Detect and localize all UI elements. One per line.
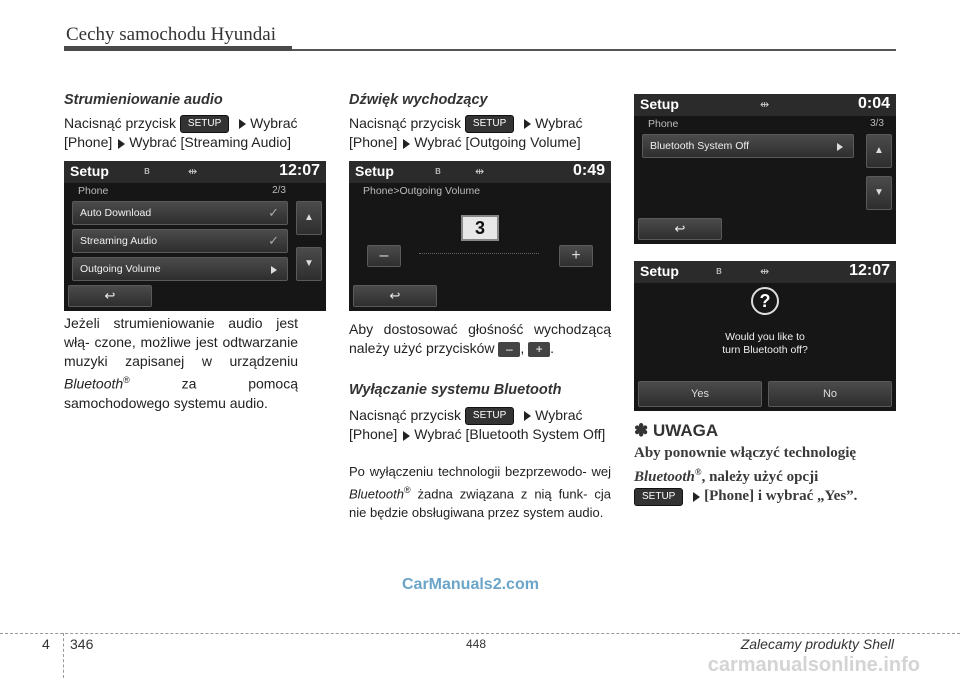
bluetooth-icon: ʙ bbox=[435, 165, 441, 177]
arrow-right-icon bbox=[524, 411, 531, 421]
screen-status-bar bbox=[634, 94, 896, 116]
desc-text: , bbox=[520, 340, 525, 356]
instruction-streaming bbox=[64, 114, 298, 152]
menu-item-label: Bluetooth System Off bbox=[650, 140, 750, 152]
usb-icon: ⇹ bbox=[760, 99, 770, 111]
volume-value-display: 3 bbox=[461, 215, 499, 241]
watermark-carmanuals: CarManuals2.com bbox=[402, 576, 539, 593]
arrow-right-icon bbox=[693, 492, 700, 502]
footer-divider bbox=[63, 633, 64, 678]
screen-outgoing-volume bbox=[349, 161, 611, 311]
bt-off-description bbox=[349, 462, 611, 522]
menu-item-label: Auto Download bbox=[80, 207, 152, 219]
volume-plus-button[interactable]: + bbox=[559, 245, 593, 267]
registered-mark: ® bbox=[694, 467, 702, 477]
streaming-description bbox=[64, 314, 298, 413]
instruction-bt-off bbox=[349, 406, 611, 444]
screen-status-bar bbox=[64, 161, 326, 183]
screen-title: Setup bbox=[355, 163, 394, 179]
screen-title: Setup bbox=[70, 163, 109, 179]
section-heading-streaming: Strumieniowanie audio bbox=[64, 92, 223, 108]
header-rule-thick bbox=[64, 46, 292, 51]
menu-item-label: Outgoing Volume bbox=[80, 263, 161, 275]
arrow-right-icon bbox=[524, 119, 531, 129]
scroll-down-button[interactable]: ▼ bbox=[296, 247, 322, 281]
screen-clock: 12:07 bbox=[279, 162, 320, 179]
note-text: , należy użyć opcji bbox=[701, 469, 819, 485]
note-text: Aby ponownie włączyć technologię bbox=[634, 445, 857, 461]
back-button[interactable]: ↩ bbox=[638, 218, 722, 240]
instr-text: Wybrać [Outgoing Volume] bbox=[414, 134, 581, 151]
dialog-yes-button[interactable]: Yes bbox=[638, 381, 762, 407]
instr-text: Wybrać bbox=[250, 115, 298, 131]
setup-button-icon: SETUP bbox=[634, 488, 683, 506]
screen-phone-settings bbox=[64, 161, 326, 311]
screen-status-bar bbox=[349, 161, 611, 183]
setup-button-icon: SETUP bbox=[465, 407, 514, 425]
page-header-title: Cechy samochodu Hyundai bbox=[66, 24, 277, 45]
footer-rule bbox=[0, 633, 960, 634]
screen-subtitle: Phone bbox=[648, 118, 679, 130]
screen-page-indicator: 3/3 bbox=[870, 118, 884, 129]
volume-minus-button[interactable]: – bbox=[367, 245, 401, 267]
usb-icon: ⇹ bbox=[760, 266, 770, 278]
screen-title: Setup bbox=[640, 263, 679, 279]
usb-icon: ⇹ bbox=[188, 166, 198, 178]
instruction-outgoing bbox=[349, 114, 611, 152]
dialog-message-line: Would you like to bbox=[725, 331, 805, 343]
volume-scale bbox=[419, 253, 539, 261]
footer-page: 346 bbox=[70, 636, 94, 652]
bluetooth-icon: ʙ bbox=[716, 265, 722, 277]
scroll-up-button[interactable]: ▲ bbox=[866, 134, 892, 168]
registered-mark: ® bbox=[123, 375, 130, 385]
check-icon: ✓ bbox=[268, 205, 279, 220]
note-body bbox=[634, 444, 896, 506]
screen-status-bar bbox=[634, 261, 896, 283]
plus-icon: + bbox=[528, 342, 550, 357]
instr-text: [Phone] bbox=[349, 134, 398, 151]
dialog-no-button[interactable]: No bbox=[768, 381, 892, 407]
setup-button-icon: SETUP bbox=[180, 115, 229, 133]
question-icon: ? bbox=[751, 287, 779, 315]
header-rule-thin bbox=[292, 49, 896, 51]
desc-text: Aby dostosować głośność wychodzącą należy użyć przycisków bbox=[349, 321, 611, 356]
instr-text: Wybrać bbox=[535, 407, 583, 423]
screen-title: Setup bbox=[640, 96, 679, 112]
menu-item-auto-download[interactable] bbox=[72, 201, 288, 225]
section-heading-bt-off: Wyłączanie systemu Bluetooth bbox=[349, 382, 562, 398]
registered-mark: ® bbox=[403, 485, 411, 495]
back-button[interactable]: ↩ bbox=[353, 285, 437, 307]
instr-text: Nacisnąć przycisk bbox=[349, 115, 462, 131]
bluetooth-term: Bluetooth bbox=[634, 469, 695, 485]
scroll-up-button[interactable]: ▲ bbox=[296, 201, 322, 235]
desc-text: Jeżeli strumieniowanie audio jest włą- czone, możliwe jest odtwarzanie muzyki zapisanej w urządzeniu bbox=[64, 315, 298, 369]
footer-slogan: Zalecamy produkty Shell bbox=[740, 636, 894, 652]
bluetooth-term: Bluetooth bbox=[64, 375, 124, 392]
screen-clock: 0:04 bbox=[857, 95, 890, 112]
dialog-message-line: turn Bluetooth off? bbox=[722, 344, 808, 356]
arrow-right-icon bbox=[118, 139, 125, 149]
usb-icon: ⇹ bbox=[475, 166, 485, 178]
setup-button-icon: SETUP bbox=[465, 115, 514, 133]
arrow-right-icon bbox=[403, 139, 410, 149]
section-heading-outgoing: Dźwięk wychodzący bbox=[349, 92, 488, 108]
dialog-message bbox=[634, 331, 896, 357]
menu-item-outgoing-volume[interactable] bbox=[72, 257, 288, 281]
desc-text: Po wyłączeniu technologii bezprzewodo- wej bbox=[349, 464, 611, 479]
bluetooth-icon: ʙ bbox=[144, 165, 150, 177]
desc-text: za pomocą samochodowego systemu audio. bbox=[64, 375, 298, 411]
screen-bt-confirm-dialog bbox=[634, 261, 896, 411]
play-arrow-icon bbox=[837, 143, 843, 151]
screen-subtitle: Phone>Outgoing Volume bbox=[363, 185, 481, 197]
screen-clock: 0:49 bbox=[572, 162, 605, 179]
minus-icon: – bbox=[498, 342, 520, 357]
scroll-down-button[interactable]: ▼ bbox=[866, 176, 892, 210]
back-button[interactable]: ↩ bbox=[68, 285, 152, 307]
desc-text: . bbox=[550, 340, 555, 356]
check-icon: ✓ bbox=[268, 233, 279, 248]
note-text: [Phone] i wybrać „Yes”. bbox=[704, 488, 858, 504]
screen-clock: 12:07 bbox=[849, 262, 890, 279]
bluetooth-term: Bluetooth bbox=[349, 486, 404, 502]
arrow-right-icon bbox=[239, 119, 246, 129]
footer-site-watermark: carmanualsonline.info bbox=[707, 654, 920, 676]
arrow-right-icon bbox=[403, 431, 410, 441]
menu-item-label: Streaming Audio bbox=[80, 235, 158, 247]
desc-text: żadna związana z nią funk- cja nie będzie obsługiwana przez system audio. bbox=[349, 486, 611, 521]
play-arrow-icon bbox=[271, 266, 277, 274]
note-heading: ✽ UWAGA bbox=[634, 421, 719, 440]
instr-text: Wybrać bbox=[535, 115, 583, 131]
screen-bt-system-off bbox=[634, 94, 896, 244]
screen-subtitle: Phone bbox=[78, 185, 109, 197]
instr-text: Wybrać [Bluetooth System Off] bbox=[414, 426, 606, 443]
instr-text: [Phone] bbox=[349, 426, 398, 443]
footer-chapter: 4 bbox=[42, 636, 50, 652]
screen-page-indicator: 2/3 bbox=[272, 185, 286, 196]
instr-text: [Phone] bbox=[64, 134, 113, 151]
instr-text: Wybrać [Streaming Audio] bbox=[129, 134, 291, 151]
menu-item-streaming-audio[interactable] bbox=[72, 229, 288, 253]
instr-text: Nacisnąć przycisk bbox=[349, 407, 462, 423]
instr-text: Nacisnąć przycisk bbox=[64, 115, 177, 131]
volume-instruction bbox=[349, 320, 611, 358]
footer-sheet-number: 448 bbox=[466, 637, 487, 651]
menu-item-bt-system-off[interactable] bbox=[642, 134, 854, 158]
